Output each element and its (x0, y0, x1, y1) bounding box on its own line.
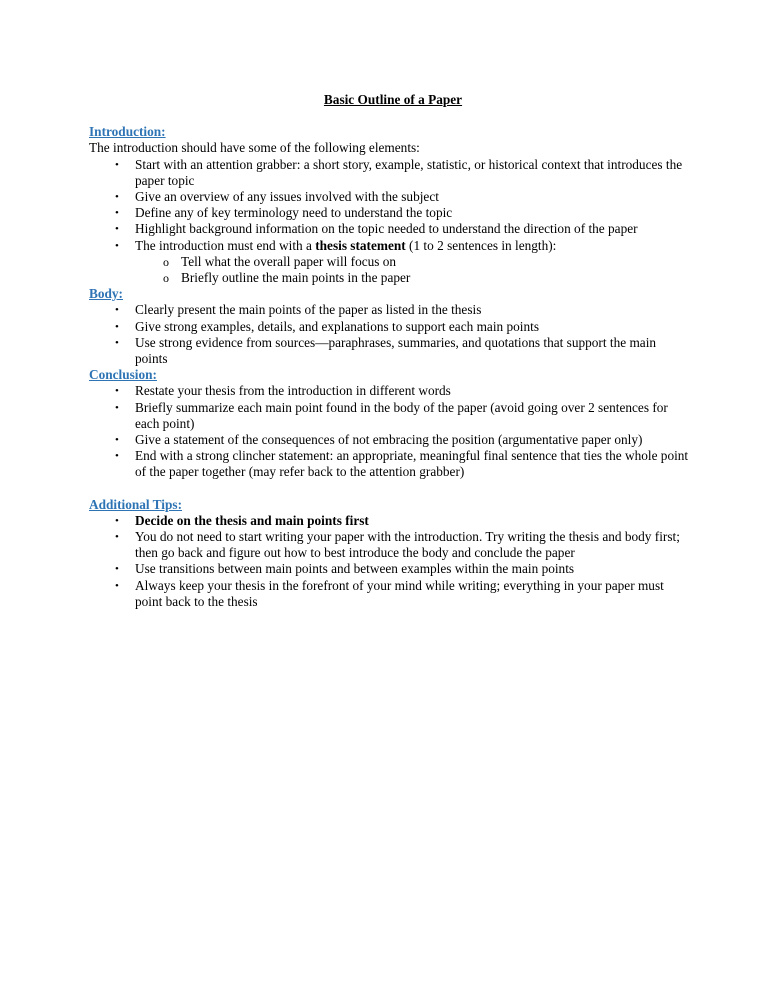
thesis-text-before: The introduction must end with a (135, 237, 316, 253)
bullet-icon: • (115, 401, 119, 414)
list-item (89, 448, 689, 480)
list-item (89, 529, 689, 561)
bullet-icon: • (115, 320, 119, 333)
bullet-icon: • (115, 531, 119, 544)
body-list (89, 302, 689, 367)
list-item-text: You do not need to start writing your paper with the introduction. Try writing the thesis and body first; then go back and figure out how to best introduce the body and conclude the paper (135, 529, 680, 561)
conclusion-list (89, 383, 689, 480)
bullet-icon: • (115, 450, 119, 463)
bullet-icon: • (115, 385, 119, 398)
document-title: Basic Outline of a Paper (323, 92, 463, 107)
list-item (89, 335, 689, 367)
list-item (89, 205, 689, 221)
list-item-text: Restate your thesis from the introduction in different words (135, 383, 451, 399)
list-item-text: Start with an attention grabber: a short story, example, statistic, or historical context that introduces the paper topic (135, 156, 683, 188)
introduction-list (89, 157, 689, 287)
list-item (89, 302, 689, 318)
sub-list-item (135, 270, 689, 286)
list-item (89, 189, 689, 205)
list-item (89, 513, 689, 529)
introduction-heading: Introduction: (89, 124, 166, 140)
bullet-icon: • (115, 191, 119, 204)
sub-list-item-text: Briefly outline the main points in the paper (181, 270, 411, 286)
tips-section (89, 497, 689, 610)
section-spacer (89, 481, 689, 497)
list-item (89, 157, 689, 189)
introduction-lead: The introduction should have some of the following elements: (89, 140, 420, 156)
bullet-icon: • (115, 434, 119, 447)
list-item-text: Briefly summarize each main point found in the body of the paper (avoid going over 2 sentences for each point) (135, 399, 668, 431)
tips-list (89, 513, 689, 610)
list-item-text: Define any of key terminology need to understand the topic (135, 205, 453, 221)
bullet-icon: • (115, 336, 119, 349)
conclusion-heading: Conclusion: (89, 367, 157, 383)
thesis-statement-term: thesis statement (315, 237, 406, 253)
conclusion-section (89, 367, 689, 480)
document-page (89, 92, 689, 610)
list-item (89, 221, 689, 237)
list-item-text: Use transitions between main points and between examples within the main points (135, 561, 575, 577)
sub-list-item-text: Tell what the overall paper will focus on (181, 253, 397, 269)
list-item (89, 400, 689, 432)
introduction-section (89, 124, 689, 286)
thesis-text-after: (1 to 2 sentences in length): (405, 237, 557, 253)
thesis-list-item (89, 238, 689, 287)
list-item-text: Always keep your thesis in the forefront of your mind while writing; everything in your paper must point back to the thesis (135, 577, 664, 609)
bullet-icon: • (115, 563, 119, 576)
list-item-text: Give a statement of the consequences of not embracing the position (argumentative paper only) (135, 432, 643, 448)
bullet-icon: • (115, 514, 119, 527)
bullet-icon: • (115, 207, 119, 220)
list-item (89, 383, 689, 399)
list-item (89, 578, 689, 610)
bullet-icon: • (115, 158, 119, 171)
bullet-icon: • (115, 223, 119, 236)
bullet-icon: • (115, 579, 119, 592)
list-item-text: Clearly present the main points of the paper as listed in the thesis (135, 302, 482, 318)
tips-heading: Additional Tips: (89, 496, 183, 512)
body-section (89, 286, 689, 367)
bullet-icon: • (115, 239, 119, 252)
body-heading: Body: (89, 286, 123, 302)
bullet-icon: • (115, 304, 119, 317)
list-item-text: Use strong evidence from sources—paraphrases, summaries, and quotations that support the main points (135, 334, 657, 367)
list-item (89, 319, 689, 335)
list-item-text: End with a strong clincher statement: an appropriate, meaningful final sentence that ties the whole point of the paper together (may refer back to the attention grabber) (135, 448, 689, 480)
circle-bullet-icon: o (163, 254, 169, 269)
list-item (89, 561, 689, 577)
list-item-text: Give strong examples, details, and explanations to support each main points (135, 318, 539, 334)
list-item-text-bold: Decide on the thesis and main points first (135, 512, 369, 528)
thesis-sublist (135, 254, 689, 286)
list-item (89, 432, 689, 448)
list-item-text: Highlight background information on the topic needed to understand the direction of the paper (135, 221, 638, 237)
circle-bullet-icon: o (163, 271, 169, 286)
sub-list-item (135, 254, 689, 270)
list-item-text: Give an overview of any issues involved with the subject (135, 189, 439, 205)
